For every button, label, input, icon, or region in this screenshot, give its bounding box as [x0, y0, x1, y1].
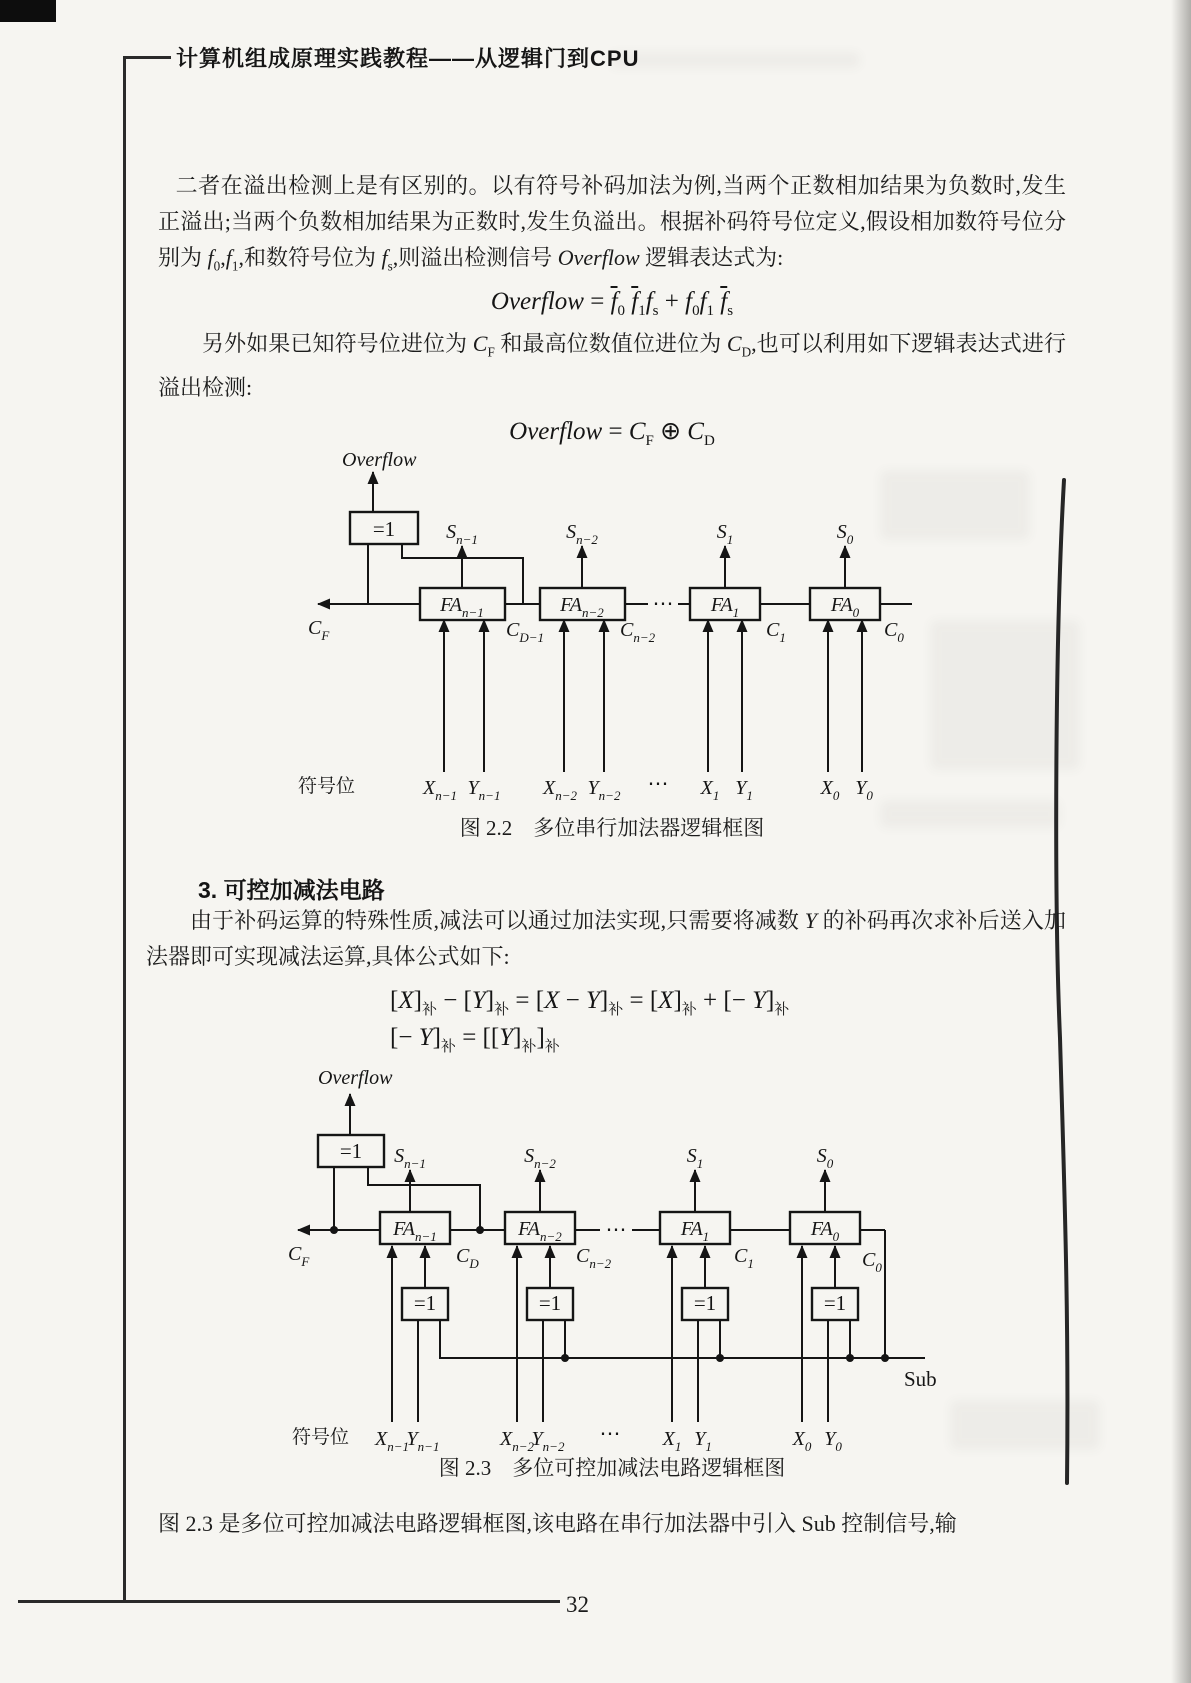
formula-overflow-xor: Overflow = $C_F$ ⊕ $C_D$: [509, 418, 715, 449]
fig22-carry-label: $C_{D-1}$: [506, 619, 545, 645]
fig23-carry-label: $C_D$: [456, 1245, 479, 1271]
figure-2-2-serial-adder-diagram: [280, 442, 930, 802]
header-title: 计算机组成原理实践教程——从逻辑门到CPU: [176, 46, 640, 71]
fig23-y-input-label: $Y_0$: [824, 1428, 842, 1454]
fig23-x-input-label: $X_1$: [662, 1428, 682, 1454]
fig22-xor-gate-label: =1: [372, 517, 396, 541]
fig23-fa-label: $FA_{n-2}$: [518, 1218, 562, 1244]
fig23-sum-label: $S_{n-2}$: [524, 1145, 556, 1171]
fig23-input-xor-label: =1: [823, 1291, 847, 1315]
scan-corner-mark: [0, 0, 56, 22]
fig22-carry-label: $C_{n-2}$: [620, 619, 656, 645]
fig22-sum-label: $S_0$: [836, 521, 854, 547]
paragraph-controlled-subtract: 由于补码运算的特殊性质,减法可以通过加法实现,只需要将减数 Y 的补码再次求补后送入加法器即可实现减法运算,具体公式如下:: [146, 908, 1066, 969]
fig23-wires: [298, 1094, 925, 1422]
figure-2-3-controlled-addsub-diagram: [270, 1060, 970, 1455]
fig23-sum-label: $S_1$: [686, 1145, 704, 1171]
fig22-ellipsis: ⋯: [652, 591, 674, 615]
fig23-sum-label: $S_{n-1}$: [394, 1145, 426, 1171]
fig22-fa-label: $FA_{n-1}$: [440, 594, 484, 620]
figure-2-3-caption: 图 2.3 多位可控加减法电路逻辑框图: [438, 1456, 786, 1480]
fig22-fa-label: $FA_0$: [830, 594, 860, 620]
fig23-fa-label: $FA_{n-1}$: [393, 1218, 437, 1244]
fig22-x-input-label: $X_0$: [820, 777, 840, 802]
fig22-y-input-label: $Y_{n-2}$: [587, 777, 621, 802]
fig22-sum-label: $S_{n-2}$: [566, 521, 598, 547]
fig23-junction-dot: [846, 1354, 854, 1362]
fig23-x-input-label: $X_{n-2}$: [500, 1428, 534, 1454]
footer-rule: [18, 1600, 560, 1603]
fig23-fa-label: $FA_1$: [680, 1218, 710, 1244]
fig22-x-input-label: $X_{n-2}$: [543, 777, 577, 802]
fig23-input-xor-label: =1: [413, 1291, 437, 1315]
formula-subtraction-2: [− $Y]_补 = [[Y]_补]_补$: [390, 1024, 560, 1055]
fig23-xor-gate-label: =1: [339, 1139, 363, 1163]
header-bracket-rule: [123, 56, 171, 59]
scan-streak: [1050, 478, 1082, 1490]
fig23-carry-label: $C_0$: [862, 1249, 882, 1275]
section-heading: 3. 可控加减法电路: [198, 877, 385, 903]
fig22-x-input-label: $X_1$: [700, 777, 720, 802]
fig23-y-input-label: $Y_{n-1}$: [406, 1428, 440, 1454]
formula-subtraction-1: $[X]_补 - [Y]_补 = [X - Y]_补 = [X]_补$ + [− $Y]_补$: [390, 987, 790, 1018]
fig23-fa-label: $FA_0$: [810, 1218, 840, 1244]
fig22-carry-label: $C_1$: [766, 619, 786, 645]
fig23-x-input-label: $X_{n-1}$: [375, 1428, 409, 1454]
fig23-overflow-label: Overflow: [318, 1067, 393, 1089]
fig22-fa-label: $FA_1$: [710, 594, 740, 620]
scan-ghost: [610, 52, 860, 68]
fig23-input-xor-label: =1: [538, 1291, 562, 1315]
fig23-sum-label: $S_0$: [816, 1145, 834, 1171]
paragraph-overflow-detection: 二者在溢出检测上是有区别的。以有符号补码加法为例,当两个正数相加结果为负数时,发生正溢出;当两个负数相加结果为正数时,发生负溢出。根据补码符号位定义,假设相加数符号位分别为 $f_0,f_1$,和数符号位为 $f_s$,则溢出检测信号 Overflow 逻辑表达式为:: [158, 173, 1066, 274]
page-number: 32: [566, 1592, 589, 1617]
fig23-junction-dot: [476, 1226, 484, 1234]
fig22-y-input-label: $Y_0$: [855, 777, 873, 802]
formula-overflow-logic: Overflow = $\overline{f}_0$ $\overline{f}_1f_s + f_0f_1$ $\overline{f}_s$: [490, 288, 734, 319]
left-margin-rule: [123, 56, 126, 1602]
fig23-carry-label: $C_{n-2}$: [576, 1245, 612, 1271]
fig22-sign-bit-label: 符号位: [298, 776, 356, 797]
fig23-y-input-label: $Y_{n-2}$: [531, 1428, 565, 1454]
fig22-fa-label: $FA_{n-2}$: [560, 594, 604, 620]
fig23-input-xor-label: =1: [693, 1291, 717, 1315]
fig22-sum-label: $S_1$: [716, 521, 734, 547]
fig22-wires: [318, 472, 912, 772]
fig22-sum-label: $S_{n-1}$: [446, 521, 478, 547]
figure-2-2-caption: 图 2.2 多位串行加法器逻辑框图: [459, 816, 765, 840]
fig23-junction-dot: [561, 1354, 569, 1362]
fig23-junction-dot: [716, 1354, 724, 1362]
fig22-y-input-label: $Y_{n-1}$: [467, 777, 501, 802]
fig23-sign-bit-label: 符号位: [292, 1427, 350, 1448]
fig22-carry-out-label: $C_F$: [308, 617, 330, 643]
paragraph-carry-overflow: 另外如果已知符号位进位为 $C_F$ 和最高位数值位进位为 $C_D$,也可以利用如下逻辑表达式进行溢出检测:: [158, 331, 1066, 401]
scan-edge-shadow: [1171, 0, 1191, 1683]
closing-paragraph: 图 2.3 是多位可控加减法电路逻辑框图,该电路在串行加法器中引入 Sub 控制信号,输: [158, 1511, 957, 1536]
fig22-x-input-label: $X_{n-1}$: [423, 777, 457, 802]
fig23-x-input-label: $X_0$: [792, 1428, 812, 1454]
fig22-carry-label: $C_0$: [884, 619, 904, 645]
fig23-ellipsis-inputs: ⋯: [599, 1421, 621, 1445]
fig22-overflow-label: Overflow: [342, 449, 417, 471]
fig23-carry-out-label: $C_F$: [288, 1243, 310, 1269]
fig23-carry-label: $C_1$: [734, 1245, 754, 1271]
fig23-junction-dot: [881, 1354, 889, 1362]
fig23-sub-signal-label: Sub: [904, 1367, 937, 1391]
fig23-junction-dot: [330, 1226, 338, 1234]
fig23-y-input-label: $Y_1$: [694, 1428, 712, 1454]
fig22-y-input-label: $Y_1$: [735, 777, 753, 802]
fig22-ellipsis-inputs: ⋯: [647, 771, 669, 795]
fig23-ellipsis: ⋯: [605, 1217, 627, 1241]
